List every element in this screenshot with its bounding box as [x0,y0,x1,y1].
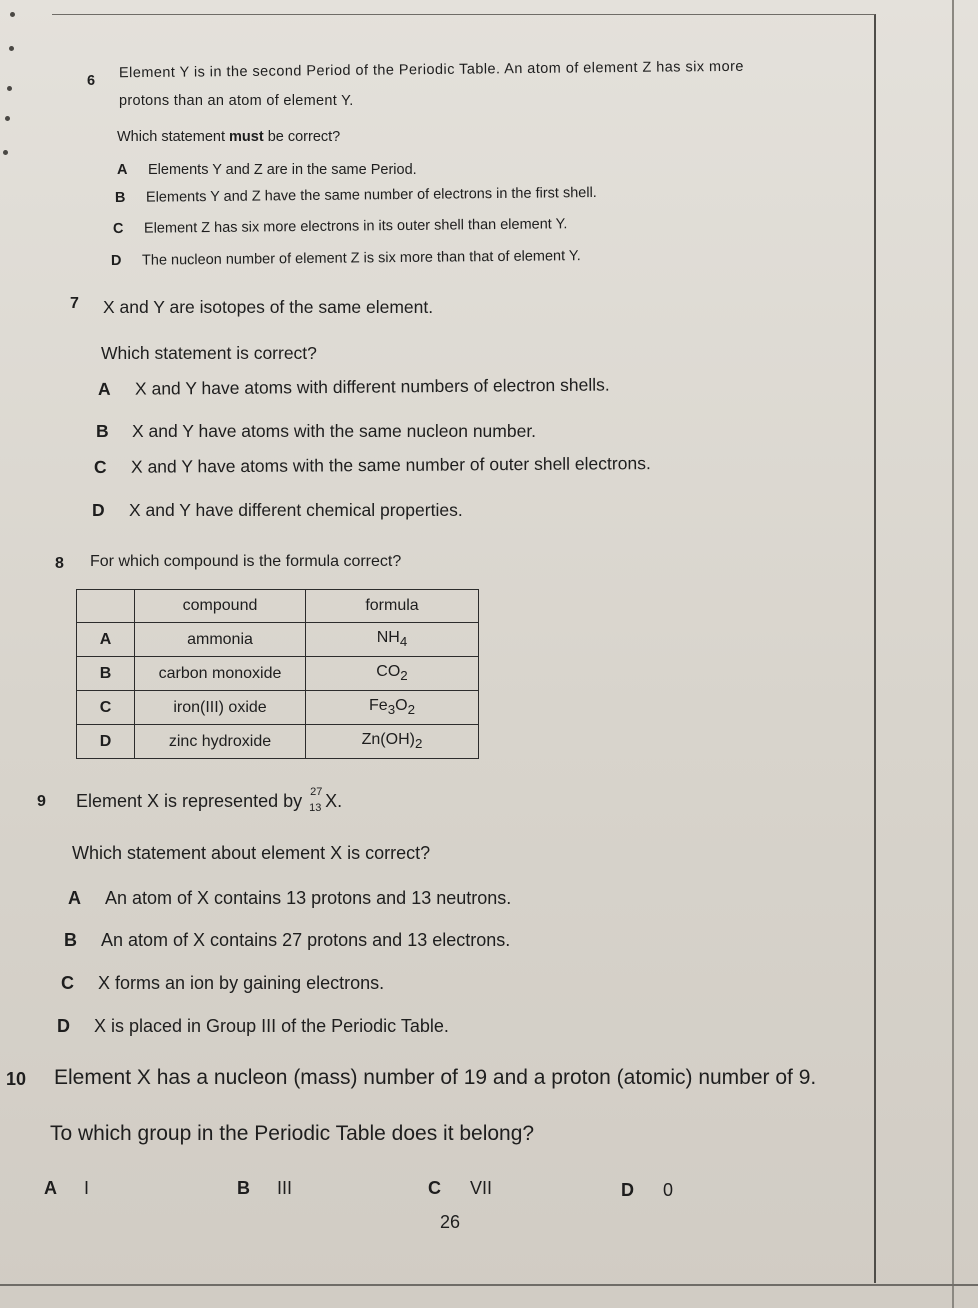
option-c[interactable]: C X forms an ion by gaining electrons. [61,973,385,993]
punch-hole [5,116,10,121]
punch-hole [9,46,14,51]
question-number: 7 [70,295,79,312]
question-text: protons than an atom of element Y. [119,93,354,109]
punch-hole [3,150,8,155]
option-a[interactable]: A I [44,1178,90,1198]
option-a[interactable]: A X and Y have atoms with different numbers of electron shells. [97,374,610,399]
compound-cell: iron(III) oxide [135,691,306,725]
row-letter: D [77,725,135,759]
compound-cell: ammonia [135,623,306,657]
punch-hole [7,86,12,91]
table-row[interactable] [77,623,479,657]
option-c[interactable]: C VII [428,1178,493,1198]
question-prompt: To which group in the Periodic Table does it belong? [50,1122,535,1145]
question-text: Element Y is in the second Period of the Periodic Table. An atom of element Z has six more [118,58,744,82]
row-letter: A [77,623,135,657]
option-a[interactable]: A An atom of X contains 13 protons and 13 neutrons. [68,888,512,908]
question-prompt: Which statement must be correct? [117,129,341,145]
option-b[interactable]: B An atom of X contains 27 protons and 13 electrons. [64,930,511,950]
option-c[interactable]: C Element Z has six more electrons in its outer shell than element Y. [112,216,568,237]
table-header-row [77,590,479,623]
question-number: 8 [55,555,64,572]
table-row[interactable] [77,725,479,759]
option-b[interactable]: B X and Y have atoms with the same nucleon number. [96,421,537,441]
table-row[interactable] [77,657,479,691]
compound-formula-table [76,589,479,759]
row-letter: C [77,691,135,725]
option-b[interactable]: B III [237,1178,293,1198]
compound-cell: zinc hydroxide [135,725,306,759]
question-text: Element X is represented by 27 13 X. [76,786,343,815]
punch-hole [10,12,15,17]
question-text: For which compound is the formula correct? [90,553,402,570]
option-d[interactable]: D X and Y have different chemical properties. [92,500,463,520]
option-d[interactable]: D 0 [621,1180,674,1200]
margin-line [952,0,954,1308]
question-prompt: Which statement about element X is correct? [72,843,431,863]
question-number: 6 [87,73,96,89]
option-c[interactable]: C X and Y have atoms with the same number of outer shell electrons. [93,453,651,477]
question-number: 9 [37,793,46,810]
formula-cell: $CO_2$ [306,657,479,691]
question-prompt: Which statement is correct? [101,343,317,363]
formula-cell: $NH_4$ [306,623,479,657]
option-b[interactable]: B Elements Y and Z have the same number of electrons in the first shell. [114,184,597,206]
page-number: 26 [440,1212,461,1232]
table-row[interactable] [77,691,479,725]
question-number: 10 [6,1069,27,1089]
compound-cell: carbon monoxide [135,657,306,691]
nuclide-symbol: 27 13 [309,786,323,815]
question-text: Element X has a nucleon (mass) number of 19 and a proton (atomic) number of 9. [54,1066,817,1089]
formula-cell: $Zn(OH)_2$ [306,725,479,759]
option-d[interactable]: D X is placed in Group III of the Periodic Table. [57,1016,449,1036]
row-letter: B [77,657,135,691]
table-header-cell: formula [306,590,479,623]
formula-cell: $Fe_3O_2$ [306,691,479,725]
table-header-cell: compound [135,590,306,623]
table-header-cell [77,590,135,623]
question-text: X and Y are isotopes of the same element. [103,297,434,317]
option-d[interactable]: D The nucleon number of element Z is six more than that of element Y. [110,248,581,269]
bottom-rule [0,1284,978,1286]
option-a[interactable]: A Elements Y and Z are in the same Period. [117,162,417,178]
